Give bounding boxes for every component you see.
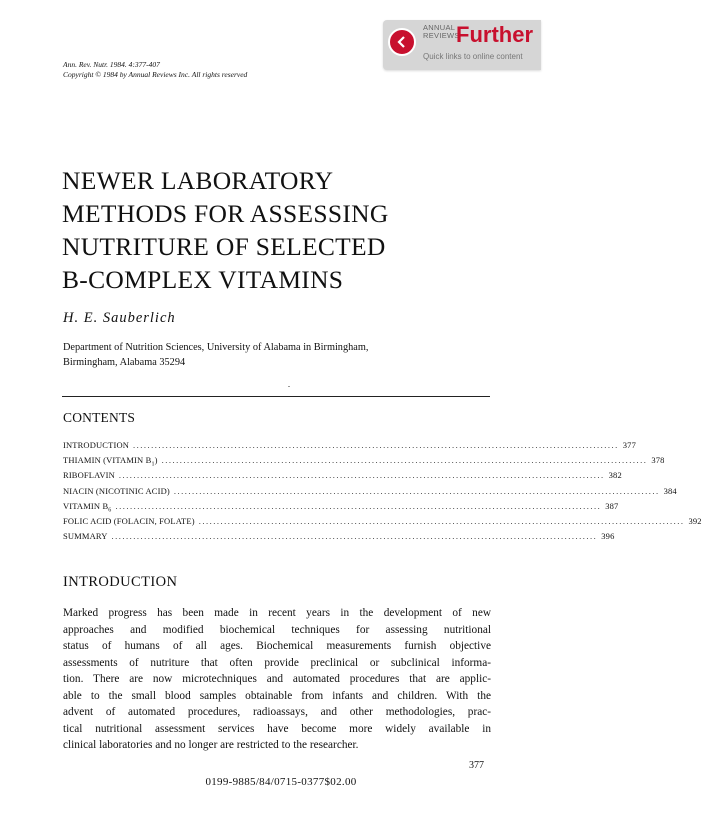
toc-page: 387 <box>605 500 619 511</box>
toc-page: 377 <box>622 440 636 450</box>
toc-page: 392 <box>688 515 702 526</box>
toc-label: SUMMARY <box>63 531 108 542</box>
toc-label: RIBOFLAVIN <box>63 470 115 481</box>
further-subtitle: Quick links to online content <box>423 52 523 61</box>
affiliation-line: Birmingham, Alabama 35294 <box>63 357 186 368</box>
title-line: METHODS FOR ASSESSING <box>62 199 389 228</box>
annual-reviews-logo: ANNUAL REVIEWS <box>423 23 460 40</box>
contents-heading: CONTENTS <box>63 410 136 425</box>
toc-row[interactable] <box>63 455 665 470</box>
affiliation-line: Department of Nutrition Sciences, University of Alabama in Birmingham, <box>63 342 369 353</box>
article-title <box>62 164 389 296</box>
introduction-paragraph <box>63 605 491 754</box>
toc-page: 378 <box>651 455 665 466</box>
paragraph-line: able to the small blood samples obtainable from infants and children. With the <box>63 689 491 702</box>
further-badge[interactable] <box>383 20 541 70</box>
toc-leader: ...................................................................................................................................... <box>118 470 605 481</box>
toc-row[interactable] <box>63 500 619 516</box>
toc-row[interactable] <box>63 470 622 485</box>
speck <box>288 386 290 387</box>
toc-row[interactable] <box>63 485 677 501</box>
citation <box>63 60 247 79</box>
page-number: 377 <box>469 760 484 771</box>
article-code: 0199-9885/84/0715-0377$02.00 <box>205 776 357 788</box>
toc-leader: ...................................................................................................................................... <box>173 485 660 496</box>
title-line: B-COMPLEX VITAMINS <box>62 265 344 294</box>
toc-leader: ...................................................................................................................................... <box>161 455 648 466</box>
paragraph-line: clinical laboratories and no longer are restricted to the researcher. <box>63 739 359 751</box>
author-affiliation <box>63 340 368 370</box>
toc-label: THIAMIN (VITAMIN $B_1$) <box>63 455 158 468</box>
introduction-heading: INTRODUCTION <box>63 574 178 590</box>
title-line: NEWER LABORATORY <box>62 166 334 195</box>
table-of-contents <box>63 440 702 546</box>
toc-label: NIACIN (NICOTINIC ACID) <box>63 485 170 496</box>
toc-page: 396 <box>601 531 615 542</box>
paragraph-line: Marked progress has been made in recent years in the development of new <box>63 607 491 619</box>
paragraph-line: tical nutritional assessment services have become more widely available in <box>63 722 491 735</box>
paragraph-line: status of humans of all ages. Biochemical measurements furnish objective <box>63 640 491 652</box>
toc-leader: ...................................................................................................................................... <box>198 515 685 526</box>
further-label: Further <box>456 22 533 47</box>
paragraph-line: approaches and modified biochemical techniques for assessing nutritional <box>63 623 491 636</box>
title-line: NUTRITURE OF SELECTED <box>62 232 386 261</box>
toc-label: FOLIC ACID (FOLACIN, FOLATE) <box>63 515 195 526</box>
toc-leader: ...................................................................................................................................... <box>111 531 598 542</box>
paragraph-line: tion. There are now microtechniques and automated procedures that are applic- <box>63 673 491 685</box>
paragraph-line: assessments of nutriture that often provide preclinical or subclinical informa- <box>63 656 491 669</box>
toc-row[interactable] <box>63 515 702 531</box>
toc-page: 382 <box>608 470 622 481</box>
toc-leader: ...................................................................................................................................... <box>115 500 602 511</box>
author-name: H. E. Sauberlich <box>63 310 176 326</box>
toc-row[interactable] <box>63 440 636 455</box>
citation-journal: Ann. Rev. Nutr. 1984. 4:377-407 <box>63 60 160 69</box>
toc-label: VITAMIN $B_6$ <box>63 500 112 514</box>
divider-rule <box>62 396 490 397</box>
toc-leader: ...................................................................................................................................... <box>133 440 619 450</box>
citation-copyright: Copyright © 1984 by Annual Reviews Inc. All rights reserved <box>63 69 248 79</box>
paragraph-line: advent of automated procedures, radioassays, and other methodologies, prac- <box>63 706 491 718</box>
toc-label: INTRODUCTION <box>63 440 130 450</box>
toc-page: 384 <box>663 485 677 496</box>
toc-row[interactable] <box>63 531 615 546</box>
play-icon[interactable] <box>388 28 416 56</box>
